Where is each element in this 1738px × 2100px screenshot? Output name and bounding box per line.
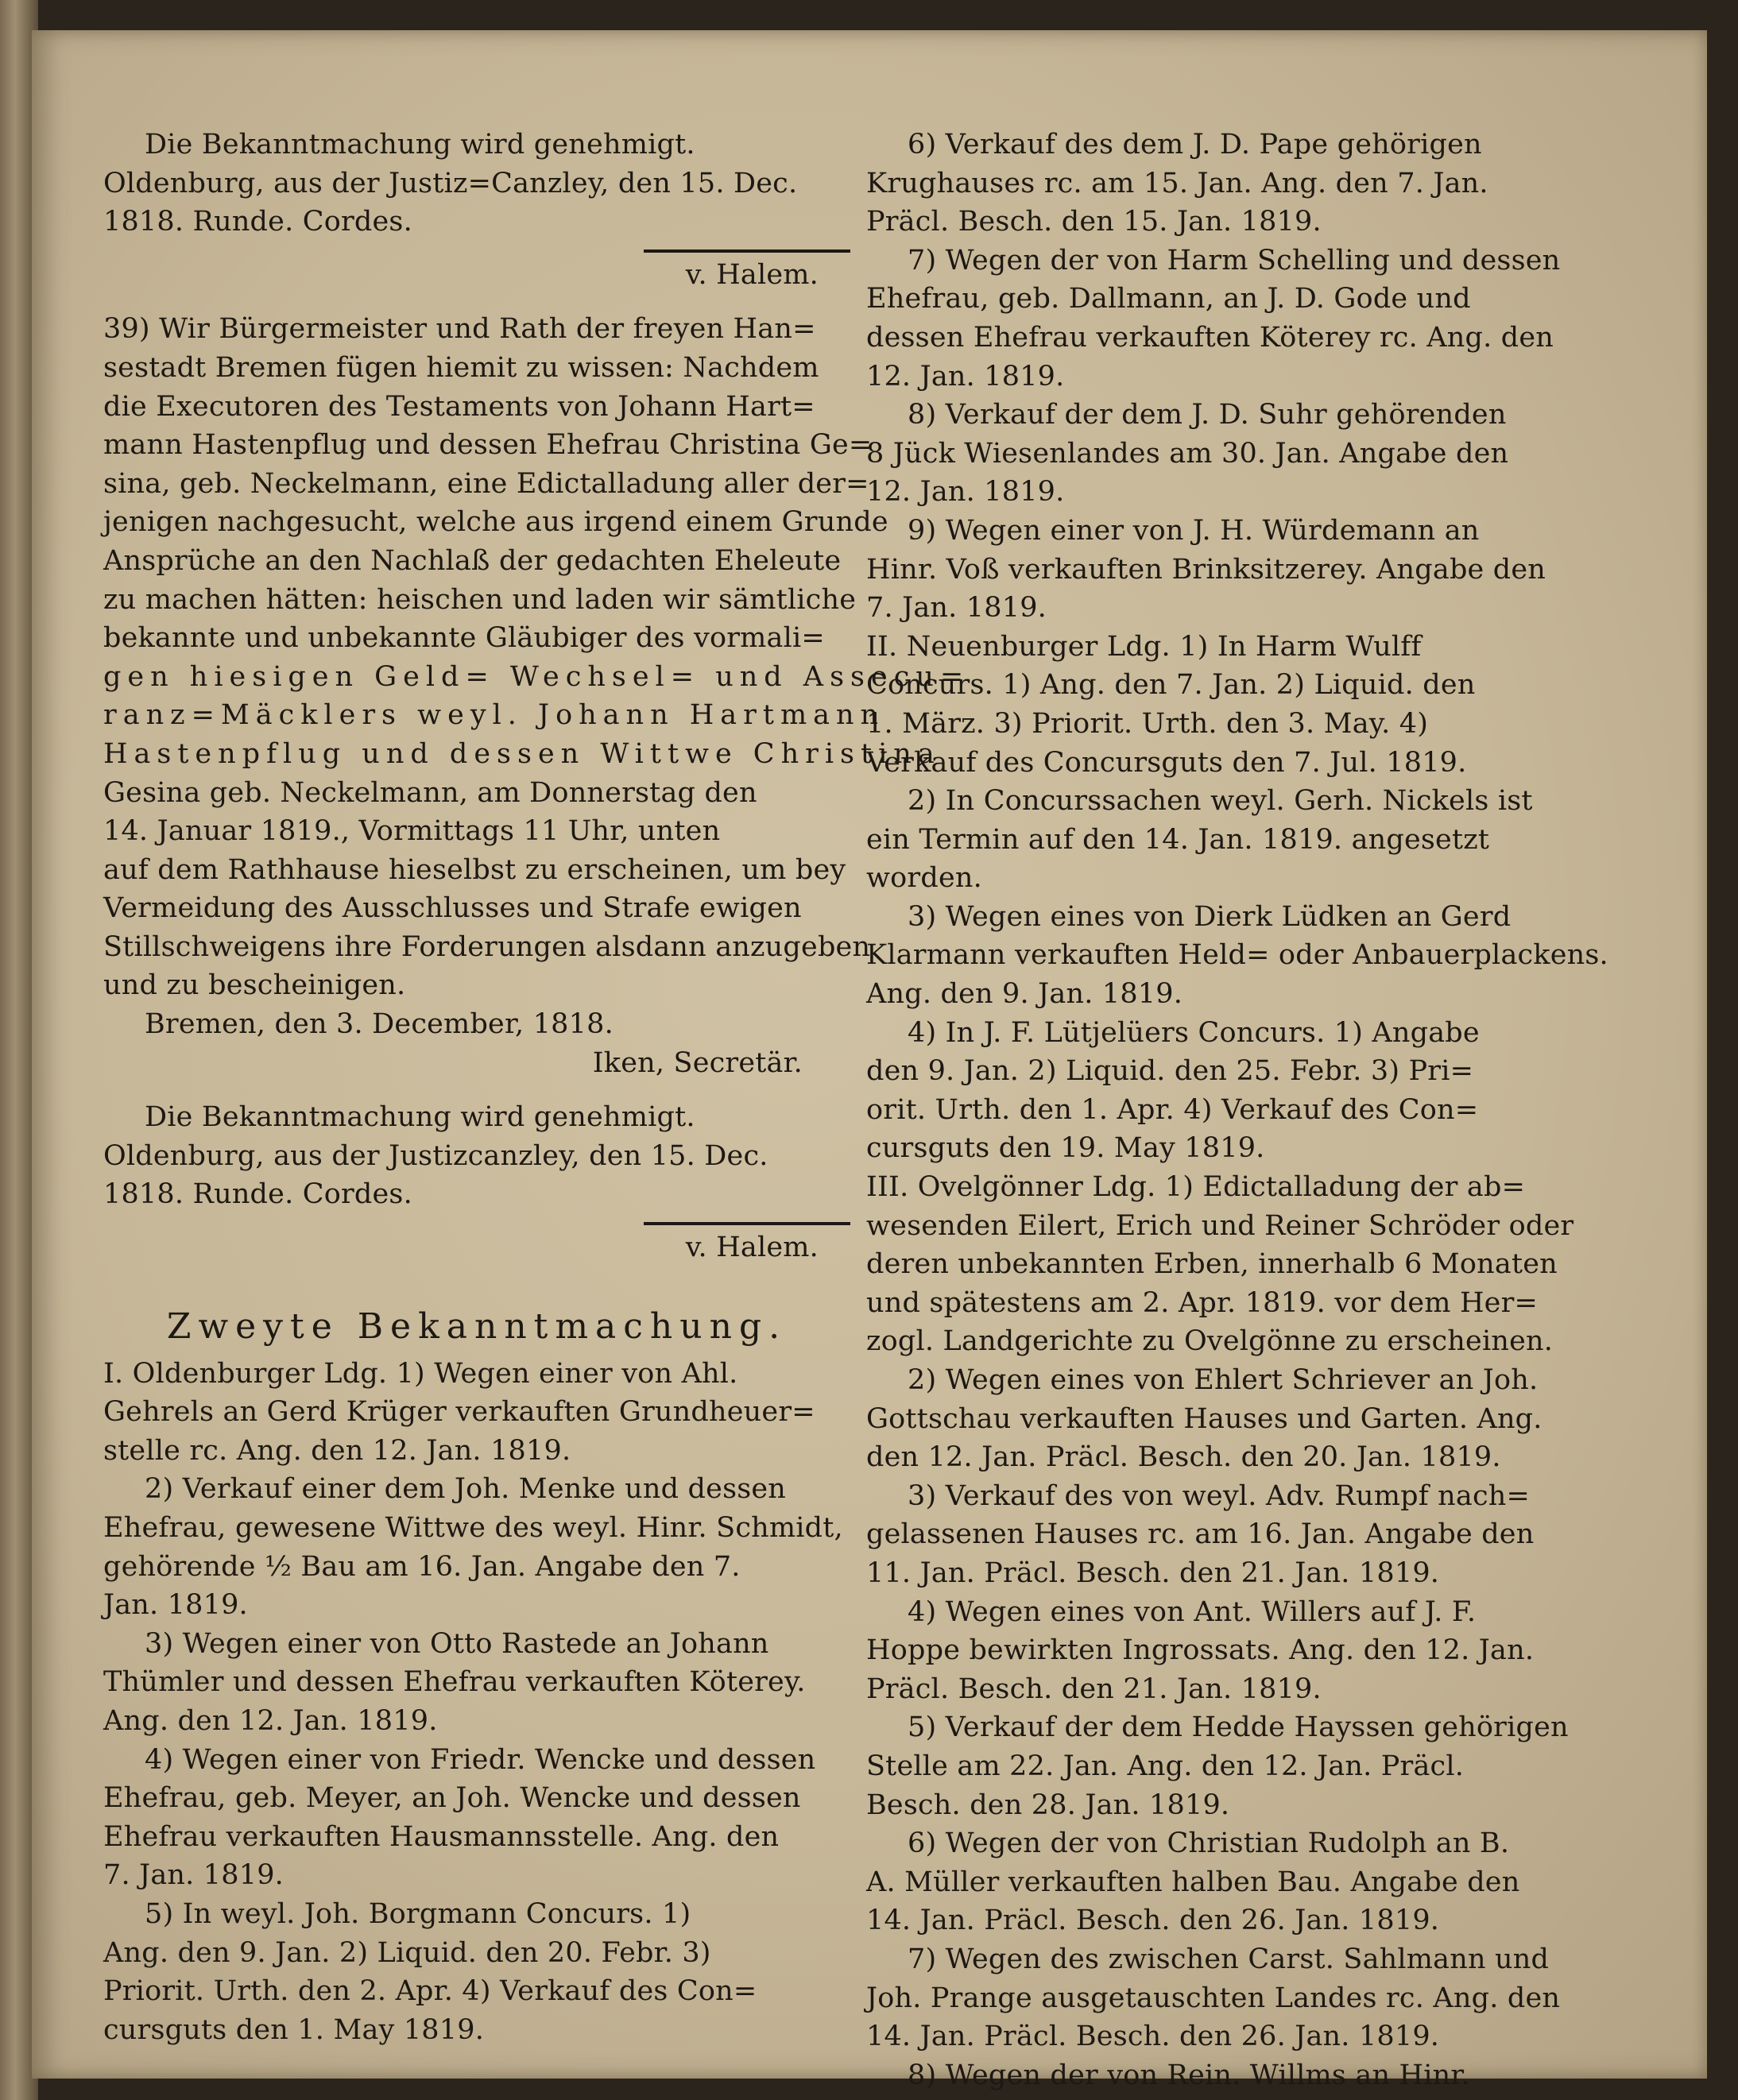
text-line: v. Halem. [685, 258, 819, 291]
text-line: 11. Jan. Präcl. Besch. den 21. Jan. 1819. [866, 1557, 1440, 1589]
scanned-page [32, 30, 1707, 2091]
text-line: dessen Ehefrau verkauften Köterey rc. Ang. den [866, 321, 1554, 354]
text-line: zu machen hätten: heischen und laden wir sämtliche [103, 583, 857, 616]
section-heading: Zweyte Bekanntmachung. [166, 1305, 788, 1347]
text-line: 7) Wegen der von Harm Schelling und dessen [908, 244, 1561, 277]
text-line: Concurs. 1) Ang. den 7. Jan. 2) Liquid. den [866, 669, 1476, 702]
text-line: sina, geb. Neckelmann, eine Edictalladung aller der= [103, 467, 869, 500]
text-line: Ehefrau, geb. Dallmann, an J. D. Gode und [866, 283, 1471, 315]
text-line: Ehefrau, gewesene Wittwe des weyl. Hinr. Schmidt, [103, 1512, 843, 1544]
text-line: A. Müller verkauften halben Bau. Angabe den [866, 1866, 1520, 1898]
text-line: Ang. den 12. Jan. 1819. [103, 1704, 438, 1737]
text-line: Priorit. Urth. den 2. Apr. 4) Verkauf des Con= [103, 1975, 757, 2008]
text-line: III. Ovelgönner Ldg. 1) Edictalladung der ab= [866, 1171, 1526, 1204]
text-line: 1818. Runde. Cordes. [103, 206, 412, 238]
text-line: Ehefrau verkauften Hausmannsstelle. Ang. den [103, 1820, 780, 1853]
text-line: ein Termin auf den 14. Jan. 1819. angesetzt [866, 823, 1490, 856]
section-oldenburger [103, 1355, 850, 2050]
text-line: den 12. Jan. Präcl. Besch. den 20. Jan. 1819. [866, 1441, 1501, 1474]
text-line: jenigen nachgesucht, welche aus irgend einem Grunde [103, 506, 888, 539]
text-line: 7) Wegen des zwischen Carst. Sahlmann und [908, 1943, 1550, 1975]
section-ovelgoenner [866, 1168, 1661, 2094]
text-line: mann Hastenpflug und dessen Ehefrau Christina Ge= [103, 429, 873, 462]
right-column [866, 126, 1661, 2094]
text-line: Thümler und dessen Ehefrau verkauften Köterey. [103, 1666, 806, 1699]
text-line: Jan. 1819. [103, 1589, 248, 1622]
text-line: Oldenburg, aus der Justiz=Canzley, den 15. Dec. [103, 167, 798, 199]
text-line: Die Bekanntmachung wird genehmigt. [145, 129, 695, 160]
text-line: Stelle am 22. Jan. Ang. den 12. Jan. Präcl. [866, 1750, 1465, 1782]
text-line: 4) Wegen einer von Friedr. Wencke und dessen [145, 1743, 816, 1776]
text-line: Hoppe bewirkten Ingrossats. Ang. den 12. Jan. [866, 1634, 1535, 1667]
text-line: 7. Jan. 1819. [866, 592, 1047, 625]
text-line: ranz=Mäcklers weyl. Johann Hartmann [103, 699, 885, 732]
text-line: 2) Verkauf einer dem Joh. Menke und dessen [145, 1473, 787, 1506]
text-line: Hastenpflug und dessen Wittwe Christina [103, 737, 941, 770]
text-line: Ang. den 9. Jan. 1819. [866, 978, 1183, 1011]
text-line: Klarmann verkauften Held= oder Anbauerplackens. [866, 939, 1608, 972]
text-line: v. Halem. [685, 1232, 819, 1264]
text-line: Ehefrau, geb. Meyer, an Joh. Wencke und dessen [103, 1782, 801, 1815]
text-line: deren unbekannten Erben, innerhalb 6 Monaten [866, 1248, 1558, 1281]
text-line: Stillschweigens ihre Forderungen alsdann anzugeben [103, 930, 871, 963]
text-line: Oldenburg, aus der Justizcanzley, den 15. Dec. [103, 1139, 768, 1172]
text-line: 12. Jan. 1819. [866, 476, 1065, 509]
text-line: Joh. Prange ausgetauschten Landes rc. Ang. den [866, 1982, 1561, 2014]
text-line: orit. Urth. den 1. Apr. 4) Verkauf des Con= [866, 1093, 1479, 1126]
text-line: 12. Jan. 1819. [866, 360, 1065, 393]
text-line: Besch. den 28. Jan. 1819. [866, 1789, 1230, 1821]
text-line: 8 Jück Wiesenlandes am 30. Jan. Angabe den [866, 437, 1509, 470]
text-line: Hinr. Voß verkauften Brinksitzerey. Angabe den [866, 553, 1546, 586]
text-line: 1. März. 3) Priorit. Urth. den 3. May. 4) [866, 707, 1429, 740]
text-line: II. Neuenburger Ldg. 1) In Harm Wulff [866, 630, 1422, 663]
text-line: gen hiesigen Geld= Wechsel= und Assecu= [103, 660, 970, 693]
place-date: Bremen, den 3. December, 1818. [145, 1008, 614, 1041]
text-line: cursguts den 19. May 1819. [866, 1132, 1265, 1165]
text-line: 6) Verkauf des dem J. D. Pape gehörigen [908, 129, 1482, 160]
text-line: 14. Jan. Präcl. Besch. den 26. Jan. 1819. [866, 1905, 1440, 1937]
text-line: 6) Wegen der von Christian Rudolph an B. [908, 1827, 1510, 1860]
text-line: sestadt Bremen fügen hiemit zu wissen: Nachdem [103, 351, 819, 384]
section-neuenburger [866, 628, 1661, 1168]
text-line: I. Oldenburger Ldg. 1) Wegen einer von Ahl. [103, 1357, 738, 1390]
text-line: auf dem Rathhause hieselbst zu erscheinen, um bey [103, 853, 846, 886]
text-line: 8) Verkauf der dem J. D. Suhr gehörenden [908, 399, 1507, 431]
text-line: und spätestens am 2. Apr. 1819. vor dem Her= [866, 1286, 1539, 1319]
text-line: stelle rc. Ang. den 12. Jan. 1819. [103, 1434, 571, 1467]
text-line: Gehrels an Gerd Krüger verkauften Grundheuer= [103, 1396, 815, 1429]
text-line: den 9. Jan. 2) Liquid. den 25. Febr. 3) Pri= [866, 1055, 1474, 1088]
text-line: 9) Wegen einer von J. H. Würdemann an [908, 514, 1480, 547]
text-line: 2) Wegen eines von Ehlert Schriever an Joh. [908, 1364, 1539, 1396]
text-line: Präcl. Besch. den 15. Jan. 1819. [866, 206, 1322, 238]
text-line: 3) Wegen eines von Dierk Lüdken an Gerd [908, 900, 1512, 933]
text-line: 3) Verkauf des von weyl. Adv. Rumpf nach= [908, 1479, 1531, 1512]
text-line: Ang. den 9. Jan. 2) Liquid. den 20. Febr. 3) [103, 1936, 711, 1969]
text-line: 1818. Runde. Cordes. [103, 1178, 412, 1211]
text-line: 7. Jan. 1819. [103, 1859, 285, 1892]
text-line: 39) Wir Bürgermeister und Rath der freyen Han= [103, 313, 816, 346]
text-line: Gesina geb. Neckelmann, am Donnerstag den [103, 776, 757, 809]
text-line: 5) Verkauf der dem Hedde Hayssen gehörigen [908, 1711, 1569, 1744]
separator-rule [644, 249, 850, 253]
text-line: 3) Wegen einer von Otto Rastede an Johann [145, 1627, 769, 1660]
text-line: 8) Wegen der von Rein. Willms an Hinr. [908, 2059, 1470, 2091]
text-line: bekannte und unbekannte Gläubiger des vormali= [103, 622, 825, 655]
text-line: 5) In weyl. Joh. Borgmann Concurs. 1) [145, 1897, 691, 1930]
text-line: Vermeidung des Ausschlusses und Strafe ewigen [103, 892, 802, 925]
text-line: Die Bekanntmachung wird genehmigt. [145, 1101, 695, 1134]
text-line: Präcl. Besch. den 21. Jan. 1819. [866, 1673, 1322, 1705]
section-oldenburger-continued [866, 126, 1661, 628]
text-line: wesenden Eilert, Erich und Reiner Schröder oder [866, 1209, 1574, 1242]
separator-rule [644, 1222, 850, 1225]
text-line: 4) In J. F. Lütjelüers Concurs. 1) Angabe [908, 1016, 1480, 1049]
text-line: die Executoren des Testaments von Johann Hart= [103, 390, 815, 423]
text-line: Verkauf des Concursguts den 7. Jul. 1819. [866, 746, 1467, 779]
text-line: worden. [866, 862, 982, 895]
text-line: gehörende ½ Bau am 16. Jan. Angabe den 7. [103, 1550, 741, 1583]
text-line: cursguts den 1. May 1819. [103, 2013, 485, 2046]
text-line: und zu bescheinigen. [103, 969, 406, 1002]
text-line: zogl. Landgerichte zu Ovelgönne zu erscheinen. [866, 1325, 1554, 1358]
text-line: 14. Jan. Präcl. Besch. den 26. Jan. 1819. [866, 2021, 1440, 2053]
text-line: gelassenen Hauses rc. am 16. Jan. Angabe den [866, 1518, 1535, 1551]
text-line: Gottschau verkauften Hauses und Garten. Ang. [866, 1402, 1543, 1435]
text-line: 14. Januar 1819., Vormittags 11 Uhr, unten [103, 815, 721, 848]
text-line: Ansprüche an den Nachlaß der gedachten Eheleute [103, 544, 842, 577]
signer: Iken, Secretär. [592, 1046, 803, 1079]
text-line: Krughauses rc. am 15. Jan. Ang. den 7. Jan. [866, 167, 1488, 199]
text-line: 2) In Concurssachen weyl. Gerh. Nickels ist [908, 785, 1533, 818]
text-line: 4) Wegen eines von Ant. Willers auf J. F. [908, 1595, 1477, 1628]
